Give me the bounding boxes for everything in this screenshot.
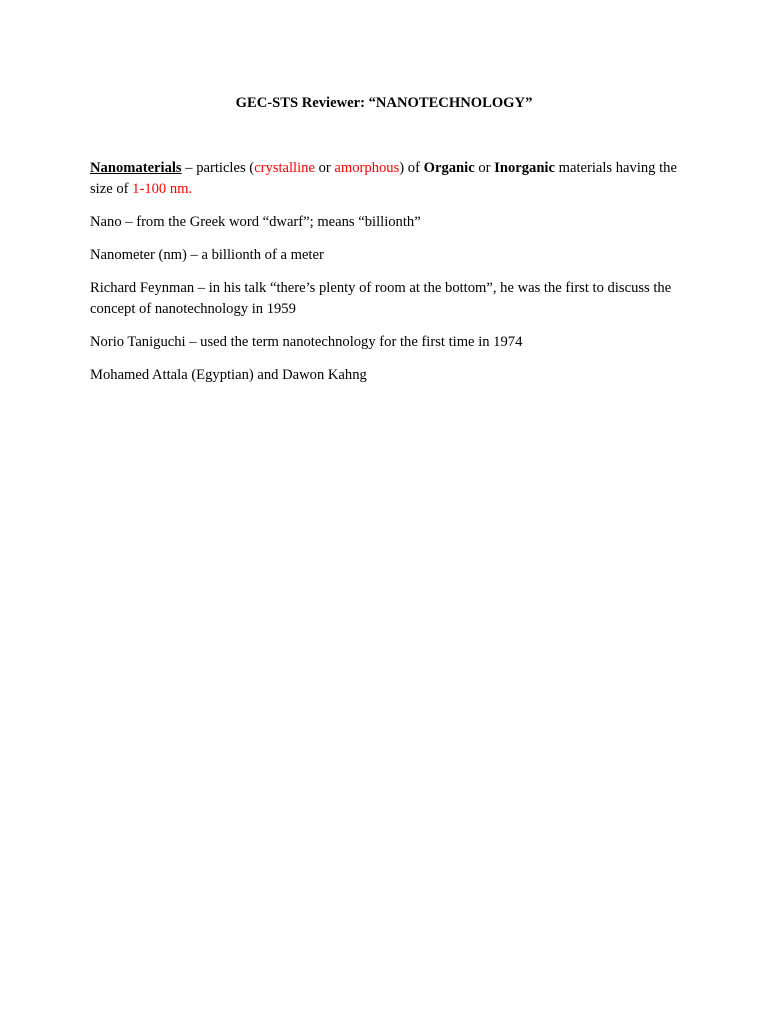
highlight-size-range: 1-100 nm. [132, 181, 193, 197]
paragraph-taniguchi: Norio Taniguchi – used the term nanotechnology for the first time in 1974 [90, 334, 523, 350]
paragraph-nanometer: Nanometer (nm) – a billionth of a meter [90, 247, 324, 263]
text-segment: ) of [399, 160, 424, 176]
paragraph-feynman: Richard Feynman – in his talk “there’s plenty of room at the bottom”, he was the first to discuss the concept of nanotechnology in 1959 [90, 280, 672, 317]
document-title: GEC-STS Reviewer: “NANOTECHNOLOGY” [235, 95, 533, 111]
paragraph-nano: Nano – from the Greek word “dwarf”; means “billionth” [90, 214, 421, 230]
highlight-amorphous: amorphous [334, 160, 400, 176]
text-segment: – particles ( [181, 160, 255, 176]
term-nanomaterials: Nanomaterials [90, 160, 182, 176]
document-body [90, 158, 690, 398]
bold-organic: Organic [423, 160, 475, 176]
text-segment: materials having the size of [90, 160, 677, 197]
text-segment: or [314, 160, 335, 176]
paragraph-attala-kahng: Mohamed Attala (Egyptian) and Dawon Kahng [90, 367, 367, 383]
paragraph-nanomaterials [90, 158, 690, 200]
highlight-crystalline: crystalline [254, 160, 315, 176]
bold-inorganic: Inorganic [494, 160, 555, 176]
text-segment: or [474, 160, 495, 176]
